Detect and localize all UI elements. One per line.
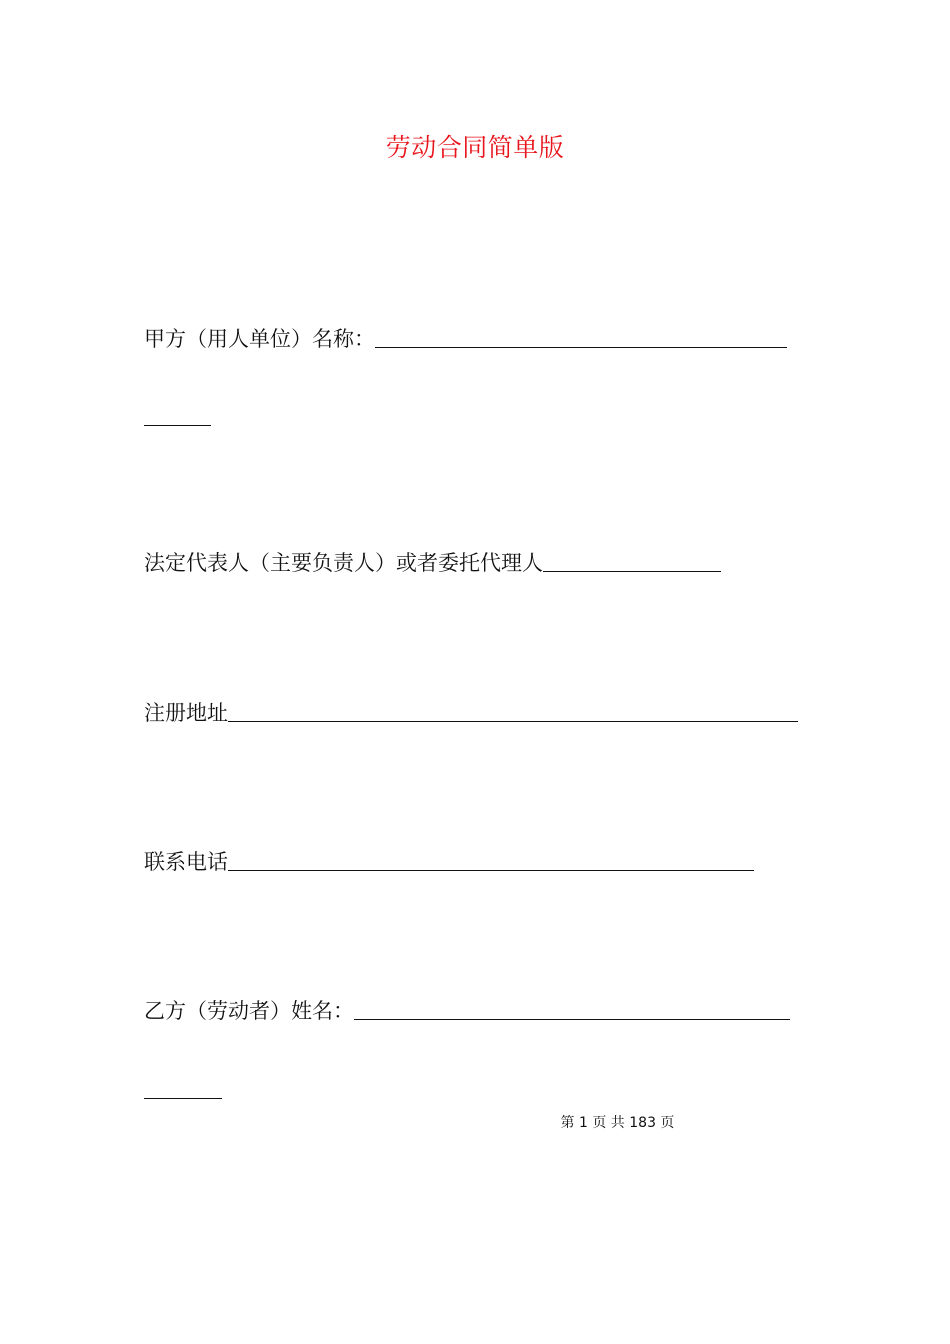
contact-phone-blank bbox=[228, 870, 754, 871]
employer-name-blank-continued bbox=[144, 425, 211, 426]
employee-name-label: 乙方（劳动者）姓名： bbox=[144, 999, 354, 1023]
legal-representative-blank bbox=[543, 571, 721, 572]
contact-phone-label: 联系电话 bbox=[144, 850, 228, 874]
document-title: 劳动合同简单版 bbox=[385, 133, 565, 162]
employee-name-blank bbox=[354, 1019, 790, 1020]
legal-representative-label: 法定代表人（主要负责人）或者委托代理人 bbox=[144, 551, 543, 575]
contact-phone-field bbox=[144, 847, 754, 877]
registered-address-blank bbox=[228, 721, 798, 722]
employee-name-field bbox=[144, 996, 790, 1026]
registered-address-label: 注册地址 bbox=[144, 701, 228, 725]
employer-name-field bbox=[144, 324, 787, 354]
page-number-footer: 第 1 页 共 183 页 bbox=[560, 1115, 675, 1131]
employee-name-blank-continued bbox=[144, 1098, 222, 1099]
employer-name-blank bbox=[375, 347, 787, 348]
registered-address-field bbox=[144, 698, 798, 728]
legal-representative-field bbox=[144, 548, 721, 578]
employer-name-label: 甲方（用人单位）名称： bbox=[144, 327, 375, 351]
